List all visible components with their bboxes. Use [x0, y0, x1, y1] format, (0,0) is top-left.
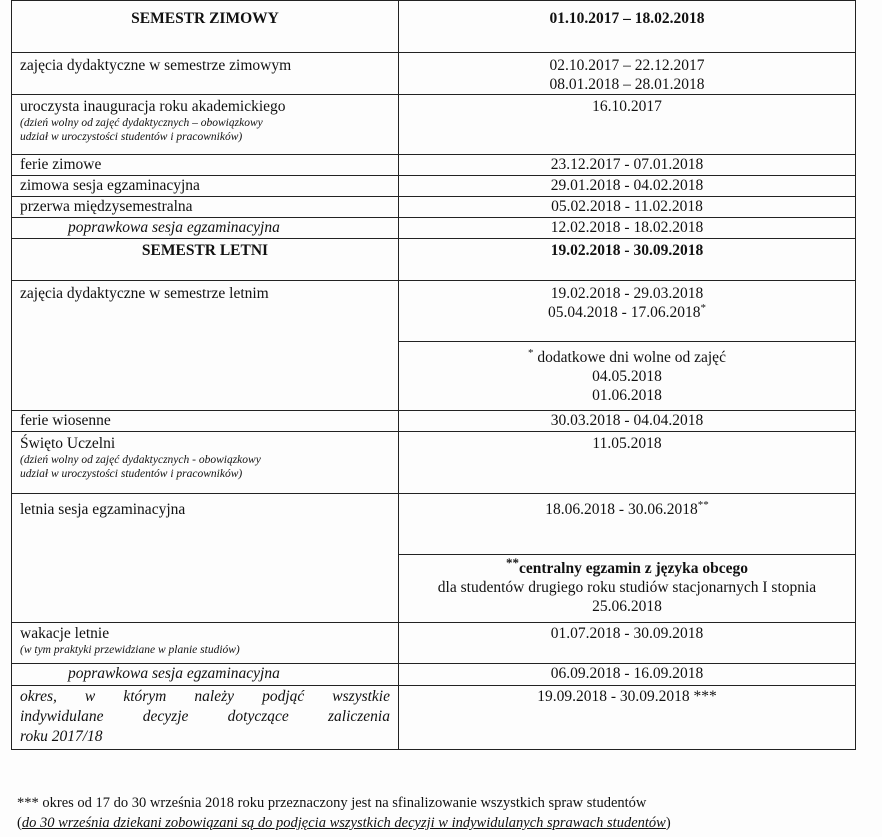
summer-exam-dates: 18.06.2018 - 30.06.2018** — [399, 494, 856, 555]
table-row — [12, 155, 856, 176]
university-feast-note: (dzień wolny od zajęć dydaktycznych - obowiązkowy udział w uroczystości studentów i pracowników) — [20, 454, 261, 480]
footnote-line-1: *** okres od 17 do 30 września 2018 roku przeznaczony jest na sfinalizowanie wszystkich spraw studentów — [17, 795, 647, 811]
summer-exam-label: letnia sesja egzaminacyjna — [12, 494, 399, 623]
winter-holiday-label: ferie zimowe — [12, 155, 399, 176]
summer-semester-title: SEMESTR LETNI — [12, 239, 399, 281]
semester-break-dates: 05.02.2018 - 11.02.2018 — [399, 197, 856, 218]
table-row — [12, 686, 856, 750]
university-feast-label: Święto Uczelni (dzień wolny od zajęć dydaktycznych - obowiązkowy udział w uroczystości studentów i pracowników) — [12, 432, 399, 494]
summer-classes-dates: 19.02.2018 - 29.03.2018 05.04.2018 - 17.06.2018* — [399, 281, 856, 342]
winter-semester-title: SEMESTR ZIMOWY — [12, 1, 399, 53]
table-row — [12, 218, 856, 239]
winter-retake-dates: 12.02.2018 - 18.02.2018 — [399, 218, 856, 239]
table-row — [12, 494, 856, 555]
summer-retake-label: poprawkowa sesja egzaminacyjna — [12, 664, 399, 686]
footnote-line-2: (do 30 września dziekani zobowiązani są do podjęcia wszystkich decyzji w indywidulanych sprawach studentów) — [17, 815, 671, 831]
summer-classes-label: zajęcia dydaktyczne w semestrze letnim — [12, 281, 399, 411]
academic-calendar-table — [11, 0, 856, 750]
winter-exam-dates: 29.01.2018 - 04.02.2018 — [399, 176, 856, 197]
table-row — [12, 411, 856, 432]
vacation-dates: 01.07.2018 - 30.09.2018 — [399, 623, 856, 664]
spring-holiday-label: ferie wiosenne — [12, 411, 399, 432]
university-feast-date: 11.05.2018 — [399, 432, 856, 494]
inauguration-note: (dzień wolny od zajęć dydaktycznych – obowiązkowy udział w uroczystości studentów i pracowników) — [20, 117, 263, 143]
language-exam-cell: **centralny egzamin z języka obcego dla studentów drugiego roku studiów stacjonarnych I stopnia 25.06.2018 — [399, 555, 856, 623]
vacation-label: wakacje letnie (w tym praktyki przewidziane w planie studiów) — [12, 623, 399, 664]
table-row — [12, 281, 856, 342]
decisions-period-label: okres, w którym należy podjąć wszystkie indywidulane decyzje dotyczące zaliczenia roku 2017/18 — [12, 686, 399, 750]
table-row — [12, 53, 856, 95]
winter-exam-label: zimowa sesja egzaminacyjna — [12, 176, 399, 197]
decisions-period-dates: 19.09.2018 - 30.09.2018 *** — [399, 686, 856, 750]
footnote — [17, 793, 671, 833]
table-row — [12, 623, 856, 664]
table-row — [12, 239, 856, 281]
winter-classes-label: zajęcia dydaktyczne w semestrze zimowym — [12, 53, 399, 95]
semester-break-label: przerwa międzysemestralna — [12, 197, 399, 218]
summer-retake-dates: 06.09.2018 - 16.09.2018 — [399, 664, 856, 686]
summer-semester-range: 19.02.2018 - 30.09.2018 — [399, 239, 856, 281]
table-row — [12, 95, 856, 155]
vacation-note: (w tym praktyki przewidziane w planie studiów) — [20, 644, 240, 656]
free-days-cell: * dodatkowe dni wolne od zajęć 04.05.2018 01.06.2018 — [399, 342, 856, 411]
table-row — [12, 197, 856, 218]
winter-holiday-dates: 23.12.2017 - 07.01.2018 — [399, 155, 856, 176]
table-row — [12, 664, 856, 686]
winter-retake-label: poprawkowa sesja egzaminacyjna — [12, 218, 399, 239]
inauguration-date: 16.10.2017 — [399, 95, 856, 155]
table-row — [12, 432, 856, 494]
table-row — [12, 176, 856, 197]
winter-classes-dates: 02.10.2017 – 22.12.2017 08.01.2018 – 28.01.2018 — [399, 53, 856, 95]
winter-semester-range: 01.10.2017 – 18.02.2018 — [399, 1, 856, 53]
spring-holiday-dates: 30.03.2018 - 04.04.2018 — [399, 411, 856, 432]
table-row — [12, 1, 856, 53]
inauguration-label: uroczysta inauguracja roku akademickiego (dzień wolny od zajęć dydaktycznych – obowiązkowy udział w uroczystości studentów i pracowników) — [12, 95, 399, 155]
